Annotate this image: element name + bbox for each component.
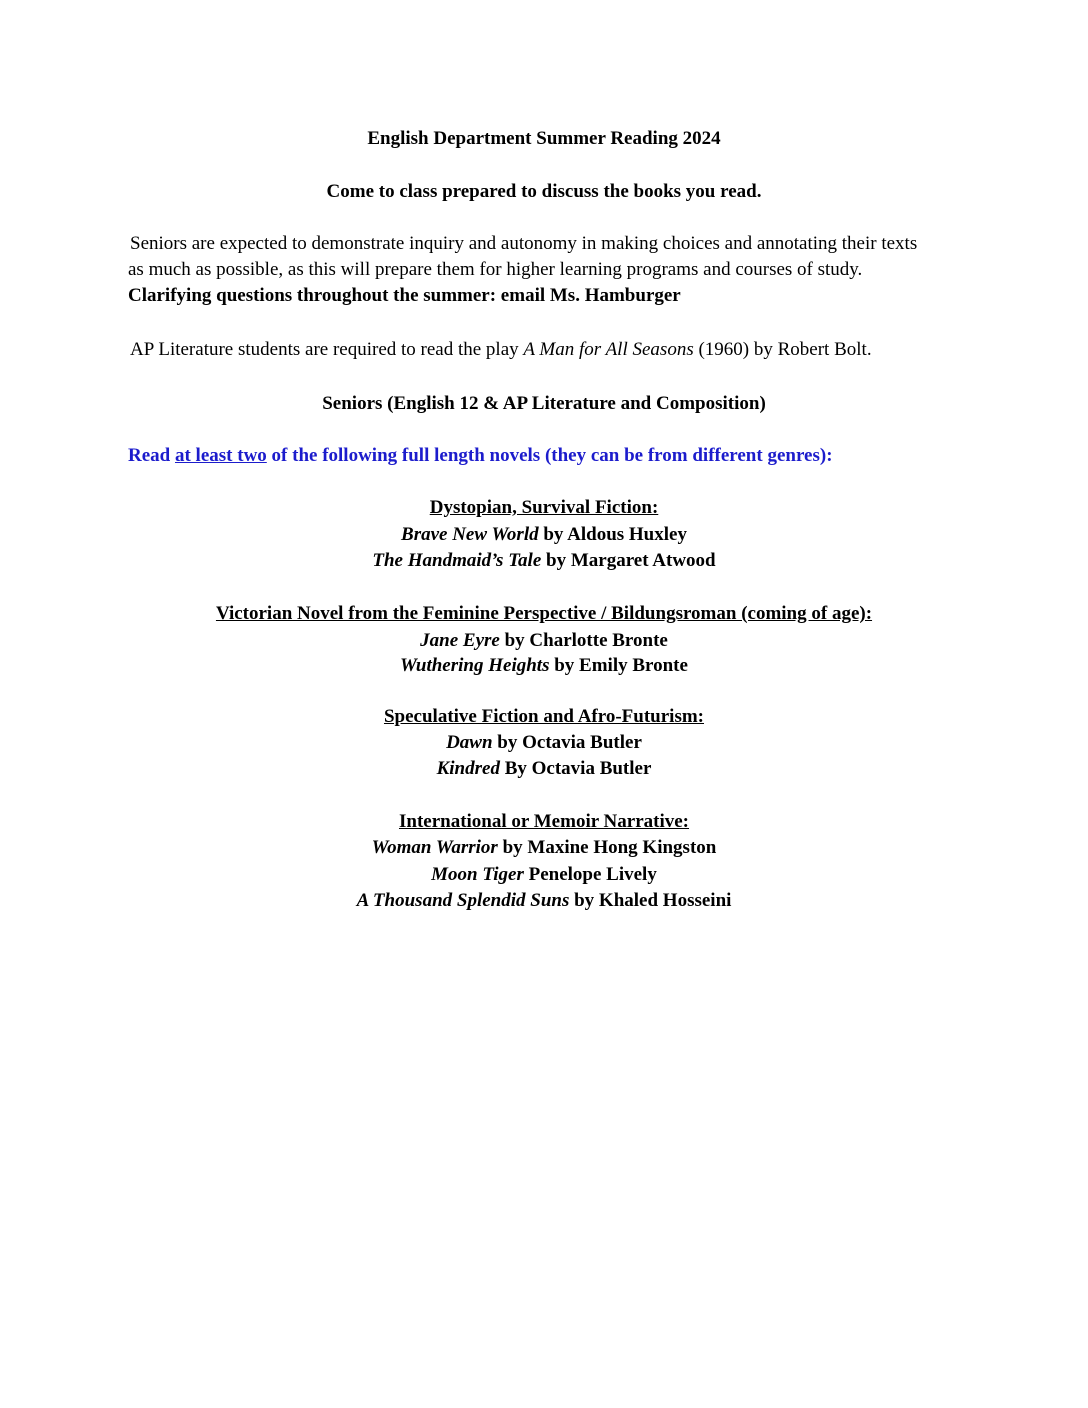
book-entry [0,629,1088,653]
book-author: by Emily Bronte [549,655,688,676]
book-author: by Aldous Huxley [538,524,687,545]
book-entry [0,523,1088,547]
book-author: by Khaled Hosseini [569,890,732,911]
book-title: Woman Warrior [371,837,498,858]
book-title: The Handmaid’s Tale [372,550,542,571]
genre-heading: Victorian Novel from the Feminine Perspective / Bildungsroman (coming of age): [215,603,873,624]
book-title: Dawn [446,732,493,753]
document-subtitle: Come to class prepared to discuss the books you read. [326,181,762,202]
intro-line-1: Seniors are expected to demonstrate inquiry and autonomy in making choices and annotating their texts [130,233,918,254]
section-heading: Seniors (English 12 & AP Literature and Composition) [322,393,766,414]
ap-suffix: (1960) by Robert Bolt. [693,339,872,360]
book-title: Wuthering Heights [400,655,550,676]
book-title: Kindred [436,758,500,779]
genre-heading: Dystopian, Survival Fiction: [429,497,659,518]
book-title: Moon Tiger [431,864,524,885]
book-author: By Octavia Butler [499,758,652,779]
book-entry [0,836,1088,860]
reading-instruction [128,444,833,468]
document-title: English Department Summer Reading 2024 [367,128,721,149]
ap-play-title: A Man for All Seasons [523,339,694,360]
book-author: Penelope Lively [523,864,657,885]
at-least-two-link[interactable]: at least two [174,445,267,466]
book-author: by Charlotte Bronte [499,630,668,651]
book-title: Brave New World [401,524,539,545]
ap-prefix: AP Literature students are required to read the play [130,339,524,360]
genre-heading: International or Memoir Narrative: [398,811,690,832]
instruction-prefix: Read [128,445,175,466]
book-entry [0,889,1088,913]
book-author: by Margaret Atwood [541,550,716,571]
book-entry [0,549,1088,573]
book-entry [0,863,1088,887]
genre-heading: Speculative Fiction and Afro-Futurism: [383,706,704,727]
book-entry [0,731,1088,755]
book-title: Jane Eyre [420,630,500,651]
clarifying-note: Clarifying questions throughout the summer: email Ms. Hamburger [128,285,681,306]
ap-requirement [130,338,872,362]
intro-line-2: as much as possible, as this will prepare them for higher learning programs and courses of study. [128,259,863,280]
book-entry [0,654,1088,678]
book-author: by Octavia Butler [492,732,642,753]
book-title: A Thousand Splendid Suns [356,890,570,911]
book-entry [0,757,1088,781]
instruction-suffix: of the following full length novels (they can be from different genres): [266,445,833,466]
book-author: by Maxine Hong Kingston [497,837,717,858]
